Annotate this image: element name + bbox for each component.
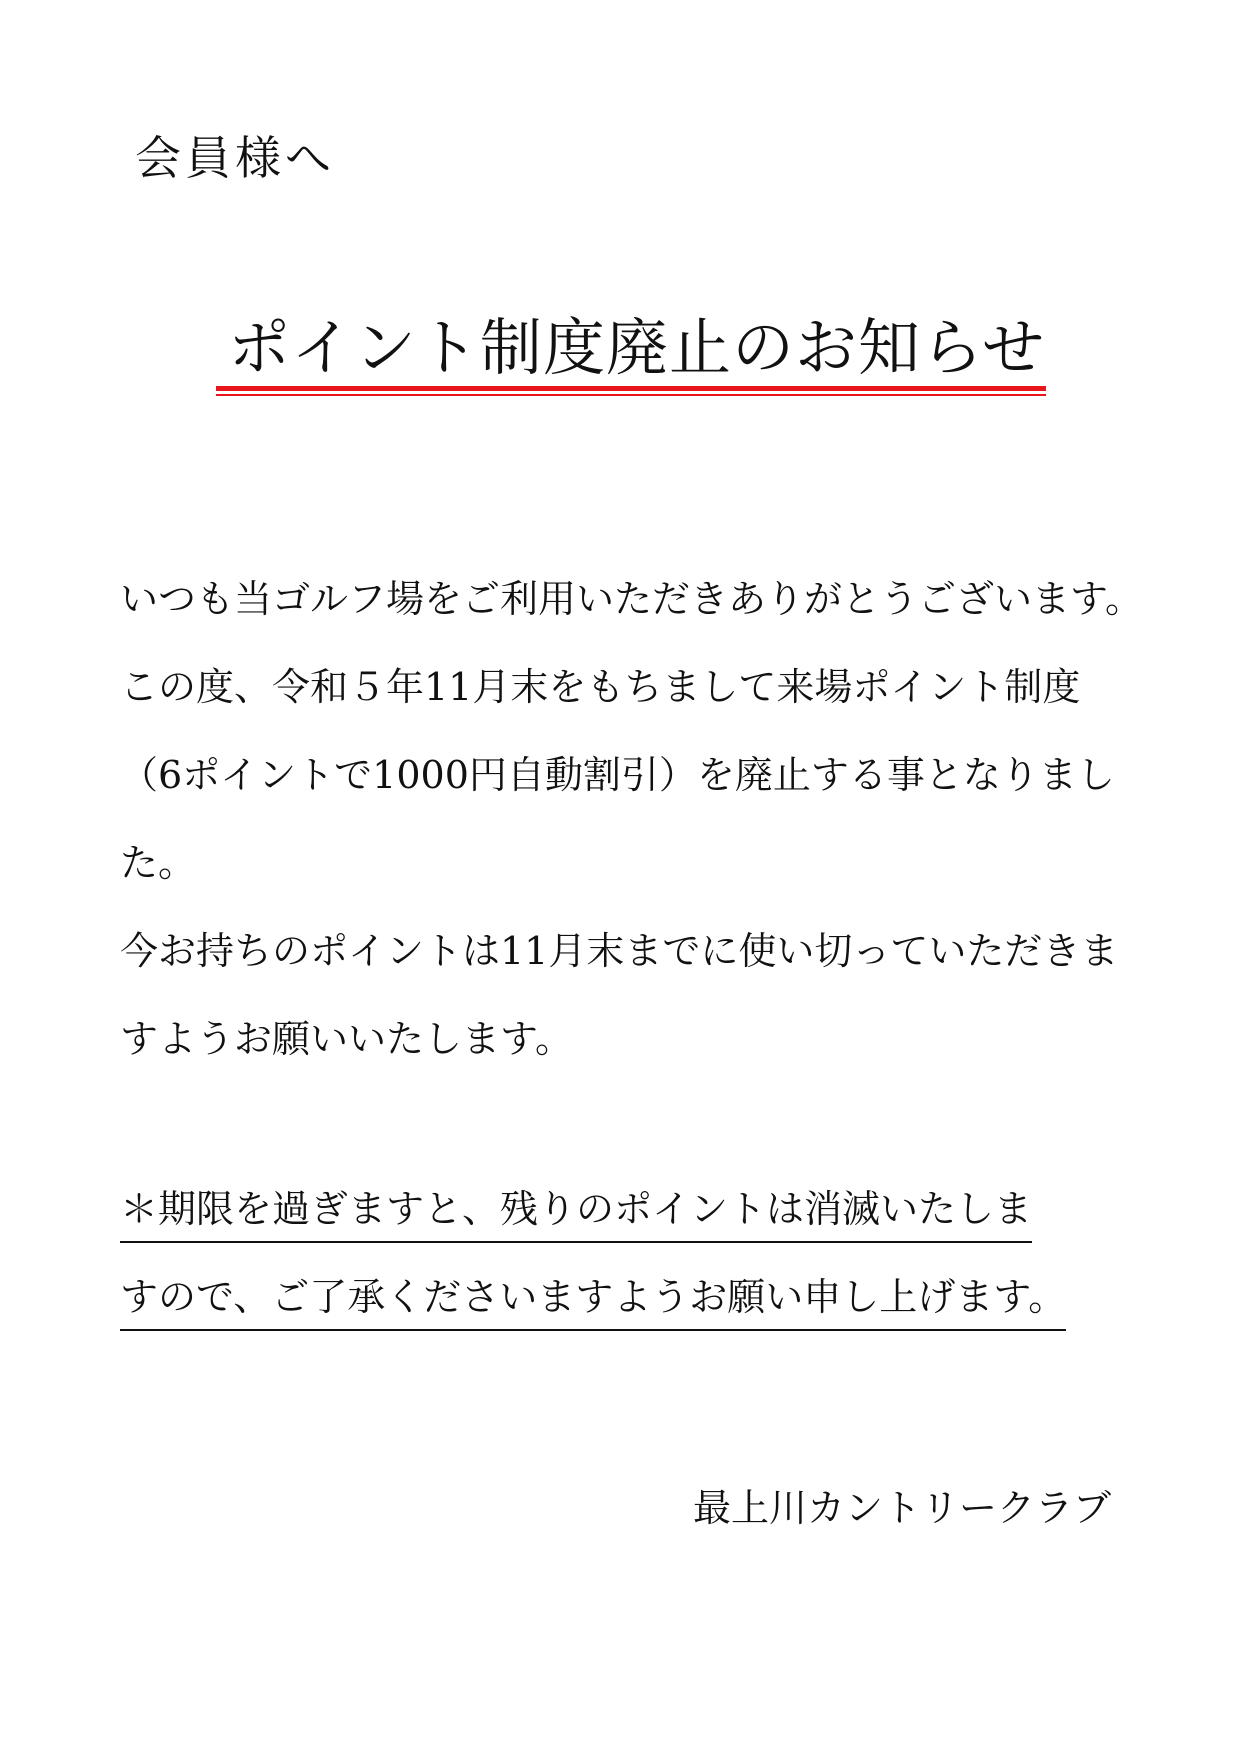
note-line <box>120 1253 1066 1341</box>
body-line: この度、令和５年11月末をもちまして来場ポイント制度 <box>120 665 1081 709</box>
note-line <box>120 1165 1066 1253</box>
note-line-text: ＊期限を過ぎますと、残りのポイントは消滅いたしま <box>120 1179 1032 1243</box>
title-underline-thick <box>216 386 1046 391</box>
body-line: いつも当ゴルフ場をご利用いただきありがとうございます。 <box>120 577 1143 621</box>
page-title: ポイント制度廃止のお知らせ <box>228 311 1046 384</box>
notice-body <box>120 555 1143 1083</box>
title-underline-thin <box>216 394 1046 396</box>
note-line-text: すので、ご了承くださいますようお願い申し上げます。 <box>120 1267 1066 1331</box>
expiry-note <box>120 1165 1066 1341</box>
body-line: 今お持ちのポイントは11月末までに使い切っていただきま <box>120 929 1119 973</box>
signature: 最上川カントリークラブ <box>692 1486 1111 1530</box>
body-line: すようお願いいたします。 <box>120 1017 573 1061</box>
salutation: 会員様へ <box>135 131 335 185</box>
body-line: た。 <box>120 841 197 885</box>
body-line: （6ポイントで1000円自動割引）を廃止する事となりまし <box>120 753 1115 797</box>
title-underline <box>216 386 1046 398</box>
